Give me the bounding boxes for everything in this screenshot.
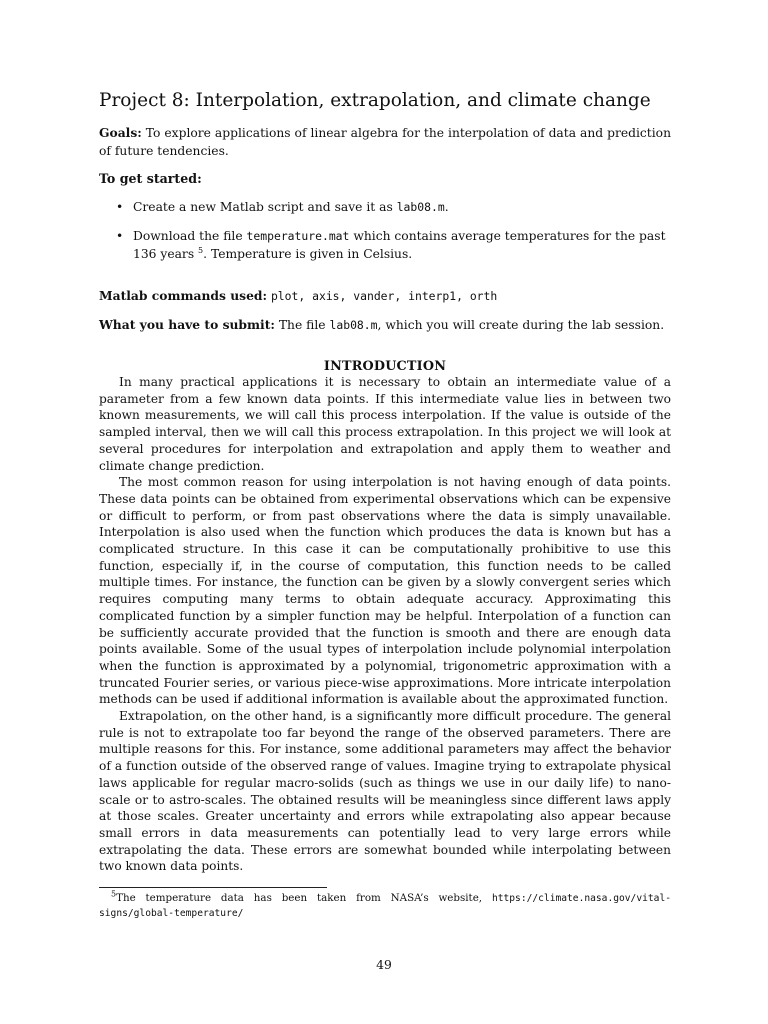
commands-line — [99, 287, 497, 305]
list-item-end: . — [444, 200, 449, 214]
get-started-heading: To get started: — [99, 171, 202, 186]
paragraph: Extrapolation, on the other hand, is a significantly more difficult procedure. The general rule is not to extrapolate too far beyond the range of the observed parameters. There are multiple reasons for this. For instance, some additional parameters may affect the behavior of a function outside of the observed range of values. Imagine trying to extrapolate physical laws applicable for regular macro-solids (such as things we use in our daily life) to nano-scale or to astro-scales. The obtained results will be meaningless since different laws apply at those scales. Greater uncertainty and errors while extrapolating also appear because small errors in data measurements can potentially lead to very large errors while extrapolating the data. These errors are somewhat bounded while interpolating between two known data points. — [99, 709, 671, 874]
inline-code: lab08.m — [329, 318, 378, 332]
commands-list: plot, axis, vander, interp1, orth — [270, 289, 498, 303]
list-item-end: . Temperature is given in Celsius. — [203, 247, 413, 261]
list-item-text: Create a new Matlab script and save it as — [133, 200, 397, 214]
goals-text: To explore applications of linear algebra for the interpolation of data and prediction of future tendencies. — [99, 126, 671, 158]
footnote-text: The temperature data has been taken from NASA’s website, — [116, 892, 492, 904]
inline-code: temperature.mat — [246, 229, 350, 243]
introduction-body — [99, 374, 671, 875]
list-item — [99, 227, 671, 263]
submit-text-end: , which you will create during the lab session. — [377, 318, 665, 332]
bullet-icon: • — [116, 229, 124, 243]
goals-paragraph — [99, 124, 671, 160]
inline-code: lab08.m — [396, 200, 445, 214]
list-item-text: which contains average temperatures for the past 136 years — [133, 229, 666, 261]
footnote-mark: 5 — [111, 889, 117, 899]
submit-label: What you have to submit: — [99, 317, 275, 332]
submit-text: The file — [278, 318, 330, 332]
section-heading: INTRODUCTION — [323, 359, 447, 374]
page-title: Project 8: Interpolation, extrapolation, and climate change — [99, 90, 651, 111]
bullet-icon: • — [116, 200, 124, 214]
commands-label: Matlab commands used: — [99, 288, 268, 303]
page-number: 49 — [376, 958, 392, 972]
list-item — [99, 198, 671, 216]
paragraph: The most common reason for using interpolation is not having enough of data points. These data points can be obtained from experimental observations which can be expensive or difficult to perform, or from past observations where the data is simply unavailable. Interpolation is also used when the function which produces the data is known but has a complicated structure. In this case it can be computationally prohibitive to use this function, especially if, in the course of computation, this function needs to be called multiple times. For instance, the function can be given by a slowly convergent series which requires computing many terms to obtain adequate accuracy. Approximating this complicated function by a simpler function may be helpful. Interpolation of a function can be sufficiently accurate provided that the function is smooth and there are enough data points available. Some of the usual types of interpolation include polynomial interpolation when the function is approximated by a polynomial, trigonometric approximation with a truncated Fourier series, or various piece-wise approximations. More intricate interpolation methods can be used if additional information is available about the approximated function. — [99, 475, 671, 707]
goals-label: Goals: — [99, 125, 142, 140]
footnote-link[interactable]: https://climate.nasa.gov/vital-signs/global-temperature/ — [99, 893, 671, 919]
get-started-list — [99, 198, 671, 274]
paragraph: In many practical applications it is necessary to obtain an intermediate value of a parameter from a few known data points. If this intermediate value lies in between two known measurements, we will call this process interpolation. If the value is outside of the sampled interval, then we will call this process extrapolation. In this project we will look at several procedures for interpolation and extrapolation and apply them to weather and climate change prediction. — [99, 375, 671, 473]
footnote-divider — [99, 887, 327, 888]
footnote-reference: 5 — [198, 245, 204, 255]
footnote — [99, 891, 671, 921]
submit-line — [99, 316, 671, 334]
list-item-text: Download the file — [133, 229, 247, 243]
